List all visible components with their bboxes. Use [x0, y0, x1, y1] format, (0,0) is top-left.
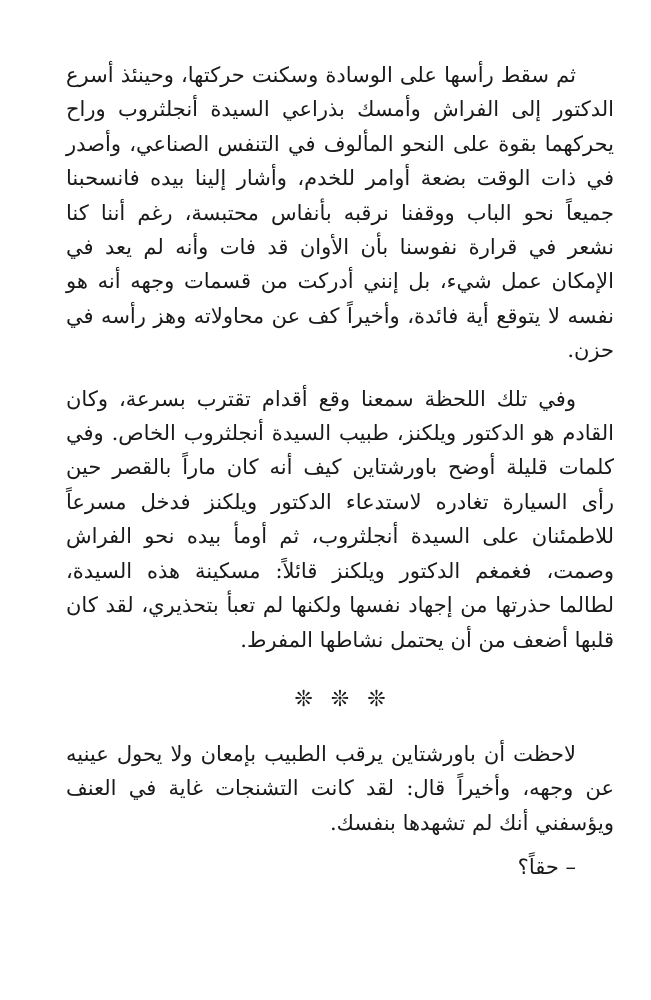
- dialog-line: – حقاً؟: [517, 855, 576, 880]
- paragraph-2: وفي تلك اللحظة سمعنا وقع أقدام تقترب بسرعة، وكان القادم هو الدكتور ويلكنز، طبيب السيدة أنجلثروب الخاص. وفي كلمات قليلة أوضح باورشتاين كيف أنه كان ماراً بالقصر حين رأى السيارة تغادره لاستدعاء الدكتور ويلكنز فدخل مسرعاً للاطمئنان على السيدة أنجلثروب، ثم أومأ بيده نحو الفراش وصمت، فغمغم الدكتور ويلكنز قائلاً: مسكينة هذه السيدة، لطالما حذرتها من إجهاد نفسها ولكنها لم تعبأ بتحذيري، لقد كان قلبها أضعف من أن يحتمل نشاطها المفرط.: [66, 386, 614, 652]
- section-separator: ❊❊❊: [294, 686, 404, 712]
- book-page: [66, 58, 614, 884]
- paragraph-3: لاحظت أن باورشتاين يرقب الطبيب بإمعان ولا يحول عينيه عن وجهه، وأخيراً قال: لقد كانت التشنجات غاية في العنف ويؤسفني أنك لم تشهدها بنفسك.: [66, 741, 614, 835]
- paragraph-1: ثم سقط رأسها على الوسادة وسكنت حركتها، وحينئذ أسرع الدكتور إلى الفراش وأمسك بذراعي السيدة أنجلثروب وراح يحركهما بقوة على النحو المألوف في التنفس الصناعي، وأصدر في ذات الوقت بضعة أوامر للخدم، وأشار إلينا بيده فانسحبنا جميعاً نحو الباب ووقفنا نرقبه بأنفاس محتبسة، رغم أننا كنا نشعر في قرارة نفوسنا بأن الأوان قد فات وأنه لم يعد في الإمكان عمل شيء، بل إنني أدركت من قسمات وجهه أنه هو نفسه لا يتوقع أية فائدة، وأخيراً كف عن محاولاته وهز رأسه في حزن.: [66, 63, 614, 363]
